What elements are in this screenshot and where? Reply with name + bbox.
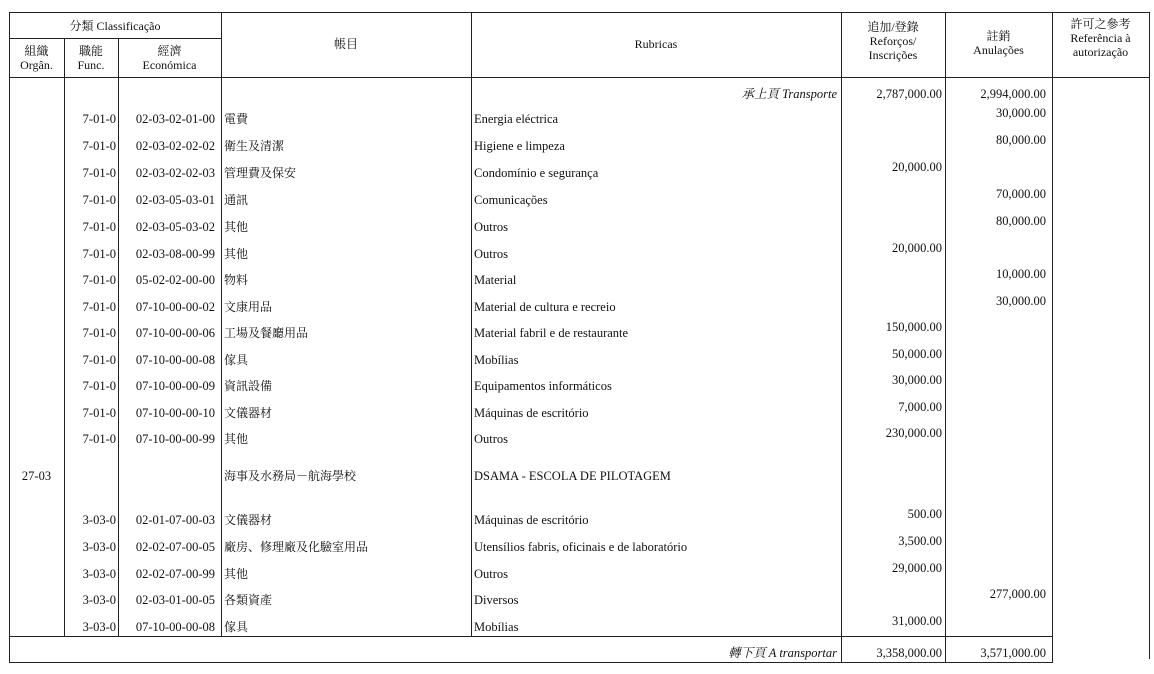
cell-rubrica: Condomínio e segurança (474, 166, 599, 180)
cell-account: 其他 (224, 432, 249, 446)
cell-rubrica: Outros (474, 247, 509, 261)
cell-anulacoes: 70,000.00 (996, 187, 1046, 201)
rule-total-top (9, 636, 1053, 637)
cell-func: 7-01-0 (82, 247, 116, 261)
header-classification: 分類 Classificação (69, 19, 161, 33)
cell-econ: 02-03-02-01-00 (135, 112, 215, 126)
header-anulacoes (945, 29, 1052, 57)
cell-econ: 02-02-07-00-05 (135, 540, 215, 554)
header-econ-zh: 經濟 (157, 44, 182, 58)
header-reforcos-pt2: Inscrições (868, 48, 918, 62)
cell-reforcos: 230,000.00 (885, 426, 942, 440)
header-rubricas: Rubricas (634, 37, 678, 51)
cell-func: 7-01-0 (82, 326, 116, 340)
cell-rubrica: Utensílios fabris, oficinais e de laboratório (474, 540, 688, 554)
cell-reforcos: 150,000.00 (885, 320, 942, 334)
cell-account: 廠房、修理廠及化驗室用品 (224, 540, 369, 554)
cell-econ: 02-03-05-03-02 (135, 220, 215, 234)
cell-func: 7-01-0 (82, 220, 116, 234)
cell-account: 衛生及清潔 (224, 139, 285, 153)
cell-account: 海事及水務局－航海學校 (224, 469, 357, 483)
cell-func: 3-03-0 (82, 593, 116, 607)
rule-left (9, 12, 10, 663)
cell-rubrica: Outros (474, 220, 509, 234)
header-referencia (1052, 17, 1149, 59)
rule-header-bottom (9, 77, 1150, 78)
cell-econ: 07-10-00-00-09 (135, 379, 215, 393)
cell-anulacoes: 30,000.00 (996, 294, 1046, 308)
transport-in-label: 承上頁 Transporte (741, 87, 837, 101)
cell-anulacoes: 80,000.00 (996, 214, 1046, 228)
cell-func: 7-01-0 (82, 432, 116, 446)
header-organ-zh: 組織 (24, 44, 49, 58)
cell-account: 傢具 (224, 620, 249, 634)
rule-right (1149, 12, 1150, 659)
header-reforcos (841, 20, 945, 62)
cell-account: 其他 (224, 220, 249, 234)
header-econ (118, 44, 221, 72)
header-referencia-pt1: Referência à (1070, 31, 1131, 45)
cell-econ: 07-10-00-00-10 (135, 406, 215, 420)
cell-func: 7-01-0 (82, 379, 116, 393)
cell-econ: 02-03-01-00-05 (135, 593, 215, 607)
cell-account: 電費 (224, 112, 249, 126)
cell-reforcos: 7,000.00 (898, 400, 942, 414)
cell-reforcos: 3,500.00 (898, 534, 942, 548)
cell-econ: 07-10-00-00-08 (135, 353, 215, 367)
cell-account: 管理費及保安 (224, 166, 297, 180)
cell-econ: 05-02-02-00-00 (135, 273, 215, 287)
cell-reforcos: 500.00 (907, 507, 942, 521)
cell-anulacoes: 277,000.00 (989, 587, 1046, 601)
header-reforcos-zh: 追加/登錄 (867, 20, 919, 34)
cell-rubrica: Higiene e limpeza (474, 139, 565, 153)
cell-rubrica: DSAMA - ESCOLA DE PILOTAGEM (474, 469, 671, 483)
rule-anul-auth (1052, 12, 1053, 663)
header-anulacoes-pt: Anulações (973, 43, 1024, 57)
cell-anulacoes: 80,000.00 (996, 133, 1046, 147)
cell-econ: 07-10-00-00-02 (135, 300, 215, 314)
cell-account: 其他 (224, 247, 249, 261)
cell-rubrica: Energia eléctrica (474, 112, 559, 126)
cell-rubrica: Outros (474, 432, 509, 446)
cell-account: 各類資產 (224, 593, 273, 607)
cell-rubrica: Material de cultura e recreio (474, 300, 616, 314)
cell-func: 3-03-0 (82, 540, 116, 554)
cell-func: 3-03-0 (82, 620, 116, 634)
rule-organ-func (64, 38, 65, 636)
cell-anulacoes: 30,000.00 (996, 106, 1046, 120)
cell-account: 傢具 (224, 353, 249, 367)
cell-account: 文儀器材 (224, 406, 273, 420)
cell-func: 7-01-0 (82, 406, 116, 420)
header-reforcos-pt1: Reforços/ (869, 34, 917, 48)
rule-rubricas-ref (841, 12, 842, 663)
transport-out-reforcos: 3,358,000.00 (876, 646, 942, 660)
rule-ref-anul (945, 12, 946, 663)
cell-econ: 07-10-00-00-99 (135, 432, 215, 446)
rule-func-econ (118, 38, 119, 636)
cell-account: 文儀器材 (224, 513, 273, 527)
rule-class-under (9, 38, 221, 39)
cell-econ: 07-10-00-00-06 (135, 326, 215, 340)
cell-account: 資訊設備 (224, 379, 273, 393)
cell-reforcos: 20,000.00 (892, 241, 942, 255)
header-referencia-pt2: autorização (1072, 45, 1129, 59)
cell-func: 3-03-0 (82, 513, 116, 527)
cell-account: 工場及餐廳用品 (224, 326, 309, 340)
cell-rubrica: Equipamentos informáticos (474, 379, 612, 393)
cell-econ: 02-01-07-00-03 (135, 513, 215, 527)
cell-func: 3-03-0 (82, 567, 116, 581)
cell-rubrica: Material fabril e de restaurante (474, 326, 629, 340)
cell-reforcos: 31,000.00 (892, 614, 942, 628)
header-anulacoes-zh: 註銷 (986, 29, 1011, 43)
cell-reforcos: 20,000.00 (892, 160, 942, 174)
cell-rubrica: Mobílias (474, 353, 519, 367)
header-organ (9, 44, 64, 72)
cell-func: 7-01-0 (82, 273, 116, 287)
cell-func: 7-01-0 (82, 112, 116, 126)
cell-anulacoes: 10,000.00 (996, 267, 1046, 281)
cell-reforcos: 30,000.00 (892, 373, 942, 387)
cell-reforcos: 50,000.00 (892, 347, 942, 361)
rule-econ-account (221, 12, 222, 636)
cell-econ: 02-02-07-00-99 (135, 567, 215, 581)
cell-func: 7-01-0 (82, 193, 116, 207)
transport-in-anulacoes: 2,994,000.00 (980, 87, 1046, 101)
cell-account: 通訊 (224, 193, 249, 207)
header-func (64, 44, 118, 72)
cell-econ: 02-03-02-02-03 (135, 166, 215, 180)
cell-econ: 02-03-02-02-02 (135, 139, 215, 153)
cell-func: 7-01-0 (82, 300, 116, 314)
rule-bottom (9, 662, 1053, 663)
cell-econ: 02-03-08-00-99 (135, 247, 215, 261)
header-econ-pt: Económica (142, 58, 197, 72)
cell-func: 7-01-0 (82, 353, 116, 367)
header-account: 帳目 (333, 37, 358, 51)
rule-account-rubricas (471, 12, 472, 636)
cell-func: 7-01-0 (82, 166, 116, 180)
transport-out-label: 轉下頁 A transportar (728, 646, 837, 660)
cell-rubrica: Diversos (474, 593, 519, 607)
cell-func: 7-01-0 (82, 139, 116, 153)
cell-rubrica: Máquinas de escritório (474, 513, 589, 527)
rule-top (9, 12, 1150, 13)
cell-econ: 02-03-05-03-01 (135, 193, 215, 207)
cell-rubrica: Material (474, 273, 517, 287)
cell-rubrica: Máquinas de escritório (474, 406, 589, 420)
header-referencia-zh: 許可之參考 (1070, 17, 1131, 31)
cell-account: 其他 (224, 567, 249, 581)
cell-reforcos: 29,000.00 (892, 561, 942, 575)
cell-rubrica: Mobílias (474, 620, 519, 634)
cell-rubrica: Outros (474, 567, 509, 581)
cell-rubrica: Comunicações (474, 193, 548, 207)
header-organ-pt: Orgân. (20, 58, 53, 72)
header-func-zh: 職能 (78, 44, 103, 58)
cell-account: 物料 (224, 273, 249, 287)
cell-account: 文康用品 (224, 300, 273, 314)
header-func-pt: Func. (77, 58, 105, 72)
transport-in-reforcos: 2,787,000.00 (876, 87, 942, 101)
transport-out-anulacoes: 3,571,000.00 (980, 646, 1046, 660)
cell-econ: 07-10-00-00-08 (135, 620, 215, 634)
cell-organ: 27-03 (21, 469, 52, 483)
